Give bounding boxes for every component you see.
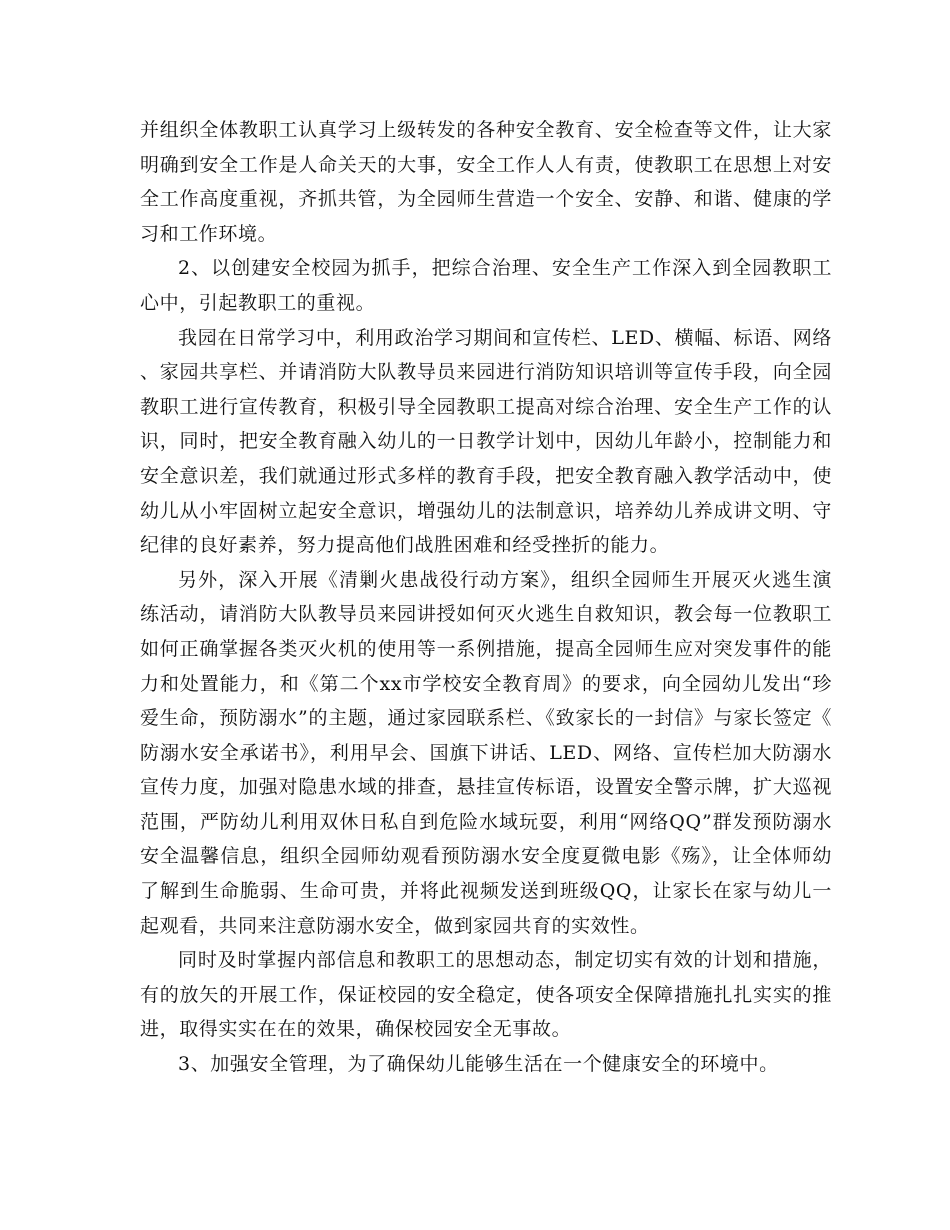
paragraph: 并组织全体教职工认真学习上级转发的各种安全教育、安全检查等文件，让大家明确到安全工作是人命关天的大事，安全工作人人有责，使教职工在思想上对安全工作高度重视，齐抓共管，为全园师生营造一个安全、安静、和谐、健康的学习和工作环境。 bbox=[140, 119, 832, 245]
document-body bbox=[140, 113, 832, 1082]
paragraph: 3、加强安全管理，为了确保幼儿能够生活在一个健康安全的环境中。 bbox=[178, 1053, 779, 1076]
paragraph: 我园在日常学习中，利用政治学习期间和宣传栏、LED、横幅、标语、网络、家园共享栏、并请消防大队教导员来园进行消防知识培训等宣传手段，向全园教职工进行宣传教育，积极引导全园教职工提高对综合治理、安全生产工作的认识，同时，把安全教育融入幼儿的一日教学计划中，因幼儿年龄小，控制能力和安全意识差，我们就通过形式多样的教育手段，把安全教育融入教学活动中，使幼儿从小牢固树立起安全意识，增强幼儿的法制意识，培养幼儿养成讲文明、守纪律的良好素养，努力提高他们战胜困难和经受挫折的能力。 bbox=[140, 326, 832, 557]
paragraph: 另外，深入开展《清剿火患战役行动方案》，组织全园师生开展灭火逃生演练活动，请消防大队教导员来园讲授如何灭火逃生自救知识，教会每一位教职工如何正确掌握各类灭火机的使用等一系例措施，提高全园师生应对突发事件的能力和处置能力，和《第二个xx市学校安全教育周》的要求，向全园幼儿发出“珍爱生命，预防溺水”的主题，通过家园联系栏、《致家长的一封信》与家长签定《防溺水安全承诺书》，利用早会、国旗下讲话、LED、网络、宣传栏加大防溺水宣传力度，加强对隐患水域的排查，悬挂宣传标语，设置安全警示牌，扩大巡视范围，严防幼儿利用双休日私自到危险水域玩耍，利用“网络QQ”群发预防溺水安全温馨信息，组织全园师幼观看预防溺水安全度夏微电影《殇》，让全体师幼了解到生命脆弱、生命可贵，并将此视频发送到班级QQ，让家长在家与幼儿一起观看，共同来注意防溺水安全，做到家园共育的实效性。 bbox=[140, 568, 832, 937]
paragraph: 同时及时掌握内部信息和教职工的思想动态，制定切实有效的计划和措施，有的放矢的开展工作，保证校园的安全稳定，使各项安全保障措施扎扎实实的推进，取得实实在在的效果，确保校园安全无事故。 bbox=[140, 949, 832, 1041]
paragraph: 2、以创建安全校园为抓手，把综合治理、安全生产工作深入到全园教职工心中，引起教职工的重视。 bbox=[140, 257, 832, 314]
